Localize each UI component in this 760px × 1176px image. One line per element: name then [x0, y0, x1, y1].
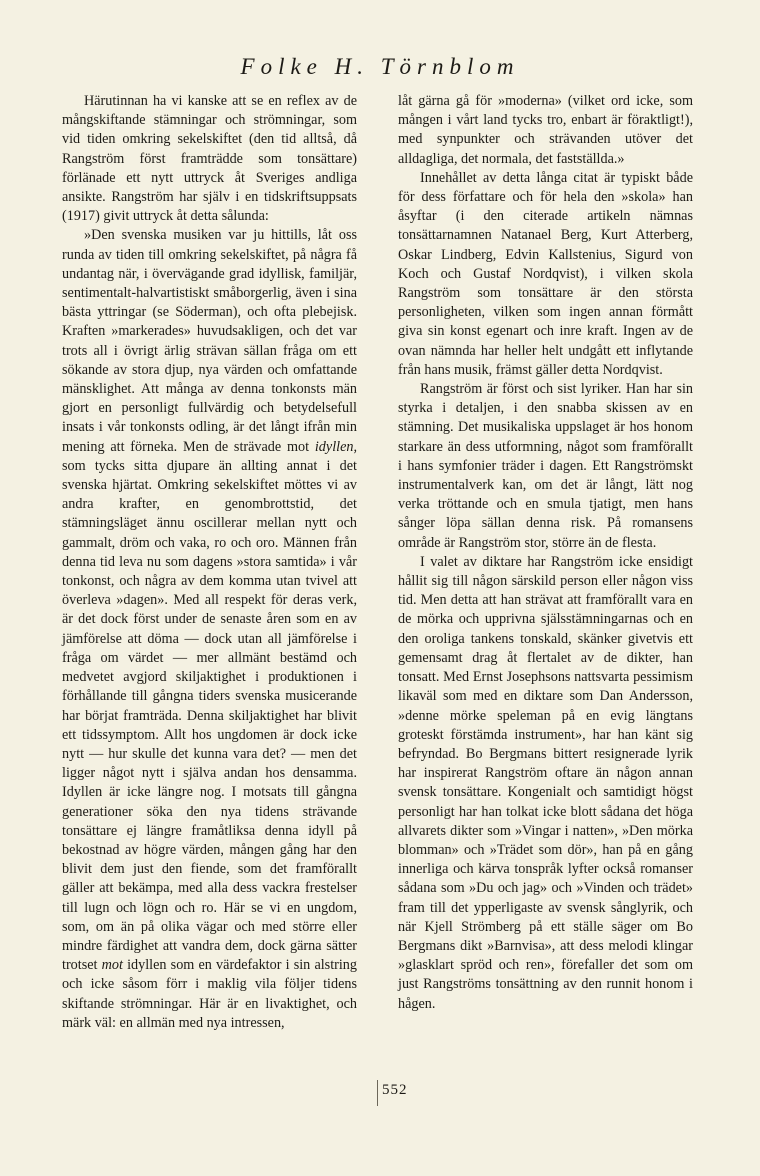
paragraph: Rangström är först och sist lyriker. Han har sin styrka i detaljen, i den snabba skissen av en stämning. Det musikaliska uppslaget är hos honom starkare än dess utformning, något som framförallt i hans symfonier träder i dagen. Ett Rangströmskt instrumentalverk kan, om det är långt, lätt nog verka tröttande och en smula tjatigt, men hans sånger löpa sällan denna risk. På romansens område är Rangström stor, större än de flesta. — [398, 381, 693, 551]
emphasis: mot — [101, 957, 123, 974]
right-column — [398, 92, 693, 1014]
paragraph: Härutinnan ha vi kanske att se en reflex av de mångskiftande stämningar och strömningar, som vid tiden omkring sekelskiftet (den tid alltså, då Rangström först framträdde som tonsättare) förlänade ett nytt uttryck åt Sveriges andliga ansikte. Rangström har själv i en tidskriftsuppsats (1917) givit uttryck åt detta sålunda: — [62, 93, 357, 225]
emphasis: idyllen, — [314, 438, 358, 455]
folio-rule — [377, 1080, 378, 1106]
paragraph-continued: låt gärna gå för »moderna» (vilket ord icke, som mången i vårt land tycks tro, enbart är föraktligt!), med synpunkter och strävanden utöver det alldagliga, det normala, det fastställda.» — [398, 93, 693, 167]
running-head: Folke H. Törnblom — [240, 54, 520, 79]
page-number: 552 — [382, 1082, 408, 1098]
left-column — [62, 92, 357, 1033]
paragraph: I valet av diktare har Rangström icke ensidigt hållit sig till någon särskild person eller någon viss tid. Men detta att han strävat att framförallt vara en de mörka och upprivna själsstämningarnas och en den oroliga tankens tonskald, skänker givetvis ett gemensamt drag åt flertalet av de dikter, han tonsatt. Med Ernst Josephsons nattsvarta pessimism likaväl som med en diktare som Dan Andersson, »denne mörke speleman på en evig längtans groteskt förstämda instrument», har han känt sig befryndad. Bo Bergmans bittert resignerade lyrik har inspirerat Rangström oftare än någon annan svensk tonsättare. Kongenialt och samtidigt högst personligt har han tolkat icke blott sådana det höga allvarets dikter som »Vingar i natten», »Den mörka blomman» och »Trädet som dör», han på en gång innerliga och kärva tonspråk lyfter också romanser sådana som »Du och jag» och »Vinden och trädet» fram till det ypperligaste av svensk sånglyrik, och när Kjell Strömberg på ett ställe säger om Bo Bergmans dikt »Barnvisa», att dess melodi klingar »glasklart spröd och ren», förefaller det som om just Rangströms tonsättning av den runnit honom i hågen. — [398, 553, 693, 1012]
paragraph — [62, 226, 357, 1033]
paragraph-text: som tycks sitta djupare än allting annat i det svenska hjärtat. Omkring sekelskiftet möttes vi av andra krafter, en genombrottstid, det stämningsläget ännu oscillerar mellan nytt och gammalt, dröm och vaka, ro och oro. Männen från denna tid leva nu som dagens »stora samtida» i vår tonkonst, och några av dem komma utan tvivel att överleva »dagen». Med all respekt för deras verk, är det dock först under de senaste åren som en av jämförelse att döma — dock utan all jämförelse i fråga om värdet — mer allmänt bestämd och medvetet avgjord skiljaktighet i produktionen i förhållande till gångna tiders svenska musicerande har börjat framträda. Denna skiljaktighet har blivit ett tidssymptom. Allt hos ungdomen är dock icke nytt — hur skulle det kunna vara det? — men det ligger något nytt i själva andan hos densamma. Idyllen är icke längre nog. I motsats till gångna generationer söka den nya tidens strävande tonsättare ej längre framåtliksa denna idyll på bekostnad av högre värden, mången gång har den blivit dem just den fiende, som det framförallt gäller att bekämpa, med alla dess vackra frestelser till lugn och lögn och ro. Här se vi en ungdom, som, om än på olika vägar och med större eller mindre färdighet att vandra dem, dock gärna sätter trotset — [62, 457, 357, 974]
paragraph-text: idyllen som en värdefaktor i sin alstring och icke såsom förr i maklig vila följer tidens skiftande strömningar. Här är en livaktighet, och märk väl: en allmän med nya intressen, — [62, 957, 357, 1031]
paragraph-text: »Den svenska musiken var ju hittills, låt oss runda av tiden till omkring sekelskiftet, på några få undantag när, i övervägande grad idyllisk, familjär, sentimentalt-halvartistiskt småborgerlig, även i sina bästa yttringar (se Söderman), och ofta plebejisk. Kraften »markerades» huvudsakligen, och det var trots all i övrigt ärlig strävan sällan fråga om ett sökande av stora djup, nya värden och omfattande mänsklighet. Att många av denna tonkonsts män gjort en personligt fullvärdig och betydelsefull insats i vår tonkonsts odling, är det långt ifrån min mening att förneka. Men de strävade mot — [62, 227, 357, 455]
paragraph: Innehållet av detta långa citat är typiskt både för dess författare och för hela den »skola» han åsyftar (i den citerade artikeln nämnas tonsättarnamnen Natanael Berg, Kurt Atterberg, Oskar Lindberg, Edvin Kallstenius, Sigurd von Koch och Gustaf Nordqvist), i vilken skola Rangström som tonsättare är den största personligheten, vilken som ingen annan förmått giva sin konst egenart och inre kraft. Ingen av de ovan nämnda har heller helt undgått ett inflytande från hans musik, främst gäller detta Nordqvist. — [398, 169, 693, 378]
